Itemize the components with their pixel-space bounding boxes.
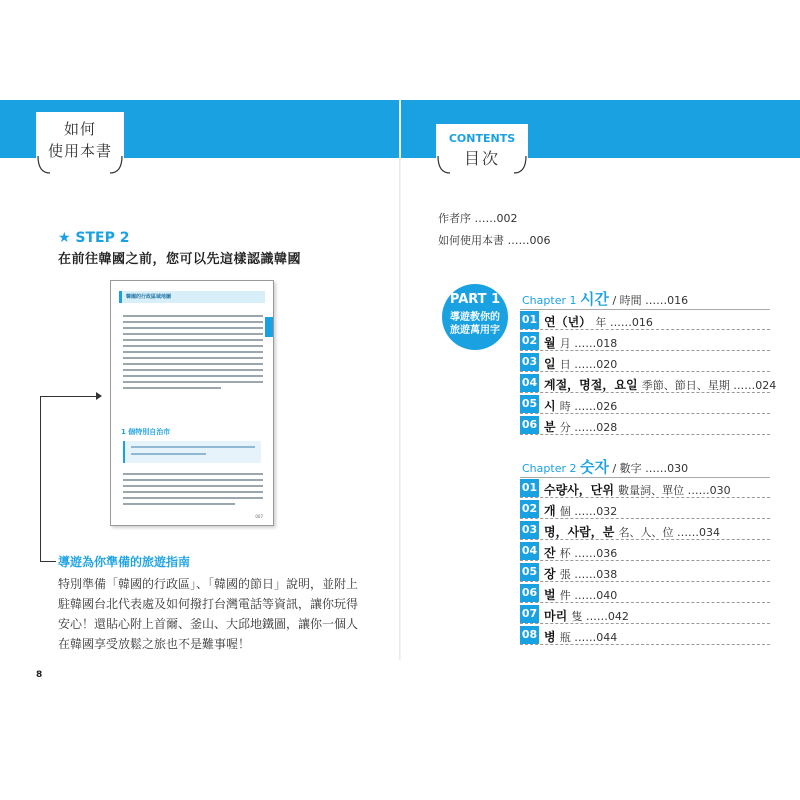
page-number: 8: [36, 670, 43, 680]
item-number: 02: [520, 500, 539, 518]
guide-body: 特別準備「韓國的行政區」、「韓國的節日」說明，並附上駐韓國台北代表處及如何撥打台灣電話等資訊，讓你玩得安心！還貼心附上首爾、釜山、大邱地鐵圖，讓你一個人在韓國享受放鬆之旅也不是難事喔！: [58, 577, 359, 651]
item-number: 04: [520, 542, 539, 560]
callout-arrow-icon: [96, 392, 102, 400]
item-label: 잔 杯 ……036: [544, 546, 618, 560]
item-number: 02: [520, 332, 539, 350]
toc-preface-item[interactable]: 作者序 ……002: [438, 212, 518, 225]
chapter-1-heading[interactable]: [522, 288, 688, 309]
item-label: 벌 件 ……040: [544, 588, 618, 602]
step-title: ★ STEP 2: [58, 230, 130, 246]
toc-item[interactable]: [520, 500, 770, 519]
toc-preface-item[interactable]: 如何使用本書 ……006: [438, 234, 551, 247]
part-title: [442, 311, 508, 337]
toc-item[interactable]: [520, 311, 770, 330]
toc-item[interactable]: [520, 626, 770, 645]
item-number: 03: [520, 521, 539, 539]
chapter-rest: / 數字 ……030: [612, 462, 689, 475]
tab-title-line2: 使用本書: [47, 142, 112, 160]
item-label: 병 瓶 ……044: [544, 630, 618, 644]
tab-title-line1: 如何: [63, 120, 96, 138]
step-subtitle: 在前往韓國之前，您可以先這樣認識韓國: [58, 252, 302, 267]
item-label: 마리 隻 ……042: [544, 609, 629, 623]
toc-item[interactable]: [520, 479, 770, 498]
sample-page-text-block: [123, 473, 263, 509]
item-label: 명，사람，분 名、人、位 ……034: [544, 525, 721, 539]
book-gutter: [399, 100, 401, 660]
item-number: 05: [520, 563, 539, 581]
item-number: 01: [520, 479, 539, 497]
item-label: 장 張 ……038: [544, 567, 618, 581]
sample-page-heading: 韓國的行政區域地圖: [119, 291, 265, 303]
item-number: 06: [520, 416, 539, 434]
toc-item[interactable]: [520, 332, 770, 351]
item-label: 연（년） 年 ……016: [544, 315, 653, 329]
item-number: 04: [520, 374, 539, 392]
toc-item[interactable]: [520, 395, 770, 414]
toc-item[interactable]: [520, 563, 770, 582]
item-number: 08: [520, 626, 539, 644]
contents-label: CONTENTS: [448, 132, 516, 145]
chapter-divider: [520, 477, 770, 478]
contents-title: 目次: [463, 149, 500, 168]
item-label: 분 分 ……028: [544, 420, 618, 434]
part-label: PART 1: [449, 292, 501, 307]
item-label: 계절，명절，요일 季節、節日、星期 ……024: [544, 378, 777, 392]
chapter-2-heading[interactable]: [522, 456, 688, 477]
callout-line: [40, 396, 41, 562]
callout-line: [40, 561, 56, 562]
item-label: 개 個 ……032: [544, 504, 618, 518]
item-number: 03: [520, 353, 539, 371]
part-title-line1: 導遊教你的: [450, 312, 500, 323]
chapter-label: Chapter 2: [522, 462, 577, 475]
item-label: 시 時 ……026: [544, 399, 618, 413]
part-title-line2: 旅遊萬用字: [450, 325, 500, 336]
toc-item[interactable]: [520, 353, 770, 372]
toc-item[interactable]: [520, 605, 770, 624]
item-label: 일 日 ……020: [544, 357, 618, 371]
sample-page-thumbnail: [110, 280, 274, 526]
chapter-korean: 시간: [579, 290, 609, 308]
sample-page-number: 007: [255, 514, 263, 519]
toc-item[interactable]: [520, 374, 777, 393]
chapter-label: Chapter 1: [522, 294, 577, 307]
sample-page-section-title: 1 個特別自治市: [121, 428, 171, 436]
chapter-rest: / 時間 ……016: [612, 294, 689, 307]
part-badge: [442, 284, 508, 350]
toc-item[interactable]: [520, 416, 770, 435]
sample-page-text-block: [123, 315, 263, 393]
callout-line: [40, 396, 96, 397]
item-number: 07: [520, 605, 539, 623]
toc-item[interactable]: [520, 542, 770, 561]
toc-item[interactable]: [520, 584, 770, 603]
item-number: 06: [520, 584, 539, 602]
sample-page-highlight-box: [123, 441, 261, 463]
item-number: 05: [520, 395, 539, 413]
sample-page-side-tab: [265, 317, 273, 337]
item-label: 수량사，단위 數量詞、單位 ……030: [544, 483, 731, 497]
guide-title: 導遊為你準備的旅遊指南: [58, 555, 191, 569]
item-label: 월 月 ……018: [544, 336, 618, 350]
toc-item[interactable]: [520, 521, 770, 540]
item-number: 01: [520, 311, 539, 329]
how-to-use-tab: [36, 112, 124, 174]
contents-tab: [436, 124, 528, 174]
chapter-korean: 숫자: [579, 458, 609, 476]
chapter-divider: [520, 309, 770, 310]
